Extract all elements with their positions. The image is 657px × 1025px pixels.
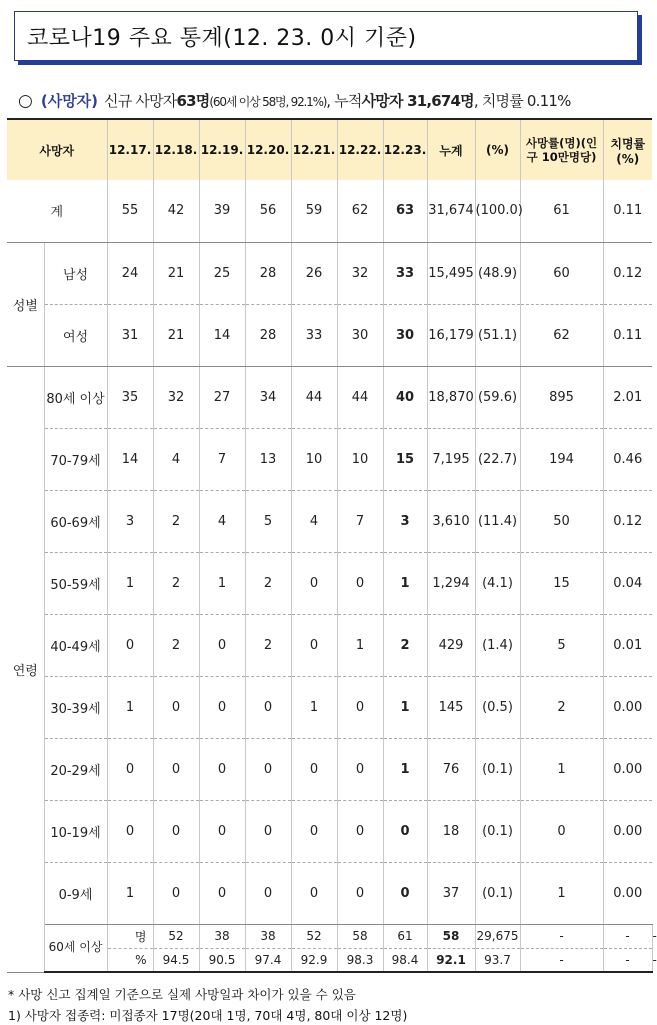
table-row: % 94.5 90.5 97.4 92.9 98.3 98.4 92.1 93.7 - - - — [7, 948, 652, 972]
table-cell: 0 — [245, 676, 291, 738]
table-cell: 31 — [107, 304, 153, 366]
table-cell: 0.11 — [603, 304, 652, 366]
table-cell: 44 — [337, 366, 383, 428]
table-cell: 59 — [291, 180, 337, 242]
table-cell: 15 — [520, 552, 603, 614]
table-cell: 1 — [520, 862, 603, 924]
table-cell: 63 — [383, 180, 427, 242]
table-cell: 52 — [153, 924, 199, 948]
table-cell: 0 — [383, 800, 427, 862]
table-cell: 1 — [107, 552, 153, 614]
table-cell: (0.1) — [475, 800, 520, 862]
table-cell: 98.4 — [383, 948, 427, 972]
row-label: 남성 — [44, 242, 107, 304]
row-label: 10-19세 — [44, 800, 107, 862]
table-row — [7, 428, 652, 490]
table-cell: 0 — [337, 800, 383, 862]
table-cell: 38 — [245, 924, 291, 948]
table-cell: 0.11 — [603, 180, 652, 242]
table-cell: 62 — [520, 304, 603, 366]
header-cell: 12.23. — [383, 119, 427, 180]
row-label: 50-59세 — [44, 552, 107, 614]
header-cell: 사망률(명)(인구 10만명당) — [520, 119, 603, 180]
table-cell: (1.4) — [475, 614, 520, 676]
bullet: ○ — [18, 91, 33, 111]
table-cell: 94.5 — [153, 948, 199, 972]
table-cell: 0 — [107, 614, 153, 676]
table-cell: 0 — [383, 862, 427, 924]
table-cell: 98.3 — [337, 948, 383, 972]
table-cell: (22.7) — [475, 428, 520, 490]
table-cell: (11.4) — [475, 490, 520, 552]
table-cell: 4 — [153, 428, 199, 490]
table-cell: 34 — [245, 366, 291, 428]
table-cell: 7,195 — [427, 428, 475, 490]
table-cell: 0.12 — [603, 490, 652, 552]
row-label: 20-29세 — [44, 738, 107, 800]
table-cell: 29,675 — [475, 924, 520, 948]
table-cell: 3,610 — [427, 490, 475, 552]
table-row — [7, 738, 652, 800]
table-cell: 0 — [107, 738, 153, 800]
table-cell: 3 — [107, 490, 153, 552]
table-cell: 0 — [337, 676, 383, 738]
table-cell: 0 — [337, 552, 383, 614]
table-cell: 16,179 — [427, 304, 475, 366]
row-label: 0-9세 — [44, 862, 107, 924]
table-cell: 31,674 — [427, 180, 475, 242]
table-cell: 44 — [291, 366, 337, 428]
table-cell: 5 — [245, 490, 291, 552]
table-cell: 0 — [199, 800, 245, 862]
group-label-sex: 성별 — [7, 242, 44, 366]
table-cell: 28 — [245, 304, 291, 366]
table-cell: 2 — [153, 490, 199, 552]
table-cell: 7 — [337, 490, 383, 552]
header-row — [7, 119, 652, 180]
table-cell: 1 — [107, 676, 153, 738]
table-cell: 56 — [245, 180, 291, 242]
table-cell: 61 — [383, 924, 427, 948]
summary-new-count: 63명 — [176, 92, 210, 110]
header-cell: 12.21. — [291, 119, 337, 180]
row-label: 30-39세 — [44, 676, 107, 738]
header-cell: 누계 — [427, 119, 475, 180]
header-cell: 12.18. — [153, 119, 199, 180]
row-label: 80세 이상 — [44, 366, 107, 428]
table-cell: 0 — [153, 676, 199, 738]
table-cell: 33 — [291, 304, 337, 366]
header-cell: 12.19. — [199, 119, 245, 180]
table-cell: 895 — [520, 366, 603, 428]
table-cell: 14 — [107, 428, 153, 490]
table-cell: 40 — [383, 366, 427, 428]
header-cell: 사망자 — [7, 119, 107, 180]
summary-text1: 신규 사망자 — [104, 92, 177, 110]
table-cell: 429 — [427, 614, 475, 676]
page-title: 코로나19 주요 통계(12. 23. 0시 기준) — [27, 25, 417, 51]
table-cell: 0.00 — [603, 862, 652, 924]
header-cell: 12.17. — [107, 119, 153, 180]
table-cell: 0 — [245, 800, 291, 862]
table-cell: 0 — [199, 676, 245, 738]
table-cell: 92.1 — [427, 948, 475, 972]
table-cell: 0.46 — [603, 428, 652, 490]
table-cell: 10 — [337, 428, 383, 490]
table-cell: 1 — [337, 614, 383, 676]
summary-text2: , 누적 — [326, 92, 362, 110]
table-cell: 1 — [383, 738, 427, 800]
table-row — [7, 490, 652, 552]
table-cell: - — [603, 924, 652, 948]
unit-count: 명 — [107, 924, 153, 948]
table-cell: 5 — [520, 614, 603, 676]
table-cell: 1 — [520, 738, 603, 800]
row-label: 60-69세 — [44, 490, 107, 552]
table-cell: 21 — [153, 304, 199, 366]
table-cell: 0 — [291, 800, 337, 862]
table-cell: 0.12 — [603, 242, 652, 304]
group-label-age: 연령 — [7, 366, 44, 972]
table-cell: - — [520, 924, 603, 948]
table-cell: 0.00 — [603, 676, 652, 738]
table-cell: 0 — [291, 862, 337, 924]
footnote-1: * 사망 신고 집계일 기준으로 실제 사망일과 차이가 있을 수 있음 — [8, 987, 356, 1002]
table-cell: 30 — [383, 304, 427, 366]
table-cell: 0 — [337, 738, 383, 800]
row-label: 40-49세 — [44, 614, 107, 676]
table-cell: 33 — [383, 242, 427, 304]
table-cell: 1 — [383, 676, 427, 738]
table-cell: 0 — [153, 738, 199, 800]
table-cell: 4 — [199, 490, 245, 552]
table-cell: 0 — [245, 738, 291, 800]
table-cell: 62 — [337, 180, 383, 242]
table-cell: (0.5) — [475, 676, 520, 738]
table-cell: 18,870 — [427, 366, 475, 428]
table-cell: 32 — [337, 242, 383, 304]
table-cell: 60 — [520, 242, 603, 304]
table-cell: 0.01 — [603, 614, 652, 676]
table-row — [7, 676, 652, 738]
table-cell: (51.1) — [475, 304, 520, 366]
table-cell: (48.9) — [475, 242, 520, 304]
group-label-over60: 60세 이상 — [44, 924, 107, 972]
table-cell: (4.1) — [475, 552, 520, 614]
table-cell: 2.01 — [603, 366, 652, 428]
table-cell: 0 — [153, 862, 199, 924]
table-cell: 3 — [383, 490, 427, 552]
summary-line — [18, 90, 643, 112]
table-cell: 0 — [291, 614, 337, 676]
table-cell: 0 — [199, 614, 245, 676]
table-cell: 14 — [199, 304, 245, 366]
table-cell: 0 — [245, 862, 291, 924]
table-cell: 25 — [199, 242, 245, 304]
summary-cumulative: 사망자 31,674명 — [361, 92, 474, 110]
table-cell: 18 — [427, 800, 475, 862]
unit-pct: % — [107, 948, 153, 972]
table-row — [7, 304, 652, 366]
table-cell: 194 — [520, 428, 603, 490]
table-cell: 13 — [245, 428, 291, 490]
row-label: 70-79세 — [44, 428, 107, 490]
summary-text3: , 치명률 0.11% — [473, 92, 571, 110]
table-cell: 32 — [153, 366, 199, 428]
table-cell: 2 — [245, 552, 291, 614]
table-cell: 24 — [107, 242, 153, 304]
table-cell: 15 — [383, 428, 427, 490]
row-label: 계 — [7, 180, 107, 242]
table-cell: 7 — [199, 428, 245, 490]
table-cell: 1,294 — [427, 552, 475, 614]
table-cell: 92.9 — [291, 948, 337, 972]
table-row — [7, 552, 652, 614]
table-cell: 0 — [291, 552, 337, 614]
table-cell: 0 — [291, 738, 337, 800]
table-cell: 2 — [153, 614, 199, 676]
footnote-2: 1) 사망자 접종력: 미접종자 17명(20대 1명, 70대 4명, 80대 이상 12명) — [8, 1008, 408, 1023]
header-cell: 12.22. — [337, 119, 383, 180]
table-row: 60세 이상 명 52 38 38 52 58 61 58 29,675 - - - — [7, 924, 652, 948]
table-cell: 4 — [291, 490, 337, 552]
table-cell: 0 — [199, 738, 245, 800]
table-cell: 21 — [153, 242, 199, 304]
table-cell: - — [520, 948, 603, 972]
table-cell: 58 — [337, 924, 383, 948]
table-row — [7, 366, 652, 428]
table-row — [7, 180, 652, 242]
header-cell: 치명률(%) — [603, 119, 652, 180]
table-cell: - — [603, 948, 652, 972]
header-cell: 12.20. — [245, 119, 291, 180]
table-cell: 145 — [427, 676, 475, 738]
table-cell: 1 — [291, 676, 337, 738]
table-cell: 61 — [520, 180, 603, 242]
table-cell: 10 — [291, 428, 337, 490]
table-row — [7, 242, 652, 304]
table-cell: 1 — [383, 552, 427, 614]
table-cell: 90.5 — [199, 948, 245, 972]
table-cell: (59.6) — [475, 366, 520, 428]
table-cell: 38 — [199, 924, 245, 948]
table-row — [7, 614, 652, 676]
summary-detail: (60세 이상 58명, 92.1%) — [209, 95, 327, 109]
table-cell: 2 — [520, 676, 603, 738]
table-row — [7, 800, 652, 862]
table-cell: 76 — [427, 738, 475, 800]
table-cell: (0.1) — [475, 862, 520, 924]
table-cell: 1 — [107, 862, 153, 924]
table-cell: 0.04 — [603, 552, 652, 614]
table-cell: 58 — [427, 924, 475, 948]
row-label: 여성 — [44, 304, 107, 366]
table-cell: 2 — [245, 614, 291, 676]
table-cell: 1 — [199, 552, 245, 614]
table-cell: 52 — [291, 924, 337, 948]
table-cell: 2 — [383, 614, 427, 676]
table-cell: 30 — [337, 304, 383, 366]
table-cell: 97.4 — [245, 948, 291, 972]
table-cell: 26 — [291, 242, 337, 304]
table-cell: 0 — [107, 800, 153, 862]
table-cell: 35 — [107, 366, 153, 428]
table-cell: 2 — [153, 552, 199, 614]
table-cell: 15,495 — [427, 242, 475, 304]
table-cell: (100.0) — [475, 180, 520, 242]
table-cell: 0 — [199, 862, 245, 924]
title-box — [14, 11, 638, 61]
table-cell: 55 — [107, 180, 153, 242]
summary-label: (사망자) — [40, 92, 99, 110]
table-cell: 0.00 — [603, 800, 652, 862]
header-cell: (%) — [475, 119, 520, 180]
table-cell: 0.00 — [603, 738, 652, 800]
table-cell: 39 — [199, 180, 245, 242]
table-cell: 50 — [520, 490, 603, 552]
table-cell: 93.7 — [475, 948, 520, 972]
table-cell: 0 — [153, 800, 199, 862]
table-cell: 0 — [337, 862, 383, 924]
table-cell: (0.1) — [475, 738, 520, 800]
table-cell: 27 — [199, 366, 245, 428]
table-row — [7, 862, 652, 924]
table-cell: 28 — [245, 242, 291, 304]
table-cell: 37 — [427, 862, 475, 924]
table-cell: 42 — [153, 180, 199, 242]
death-stats-table — [7, 118, 657, 973]
table-cell: 0 — [520, 800, 603, 862]
